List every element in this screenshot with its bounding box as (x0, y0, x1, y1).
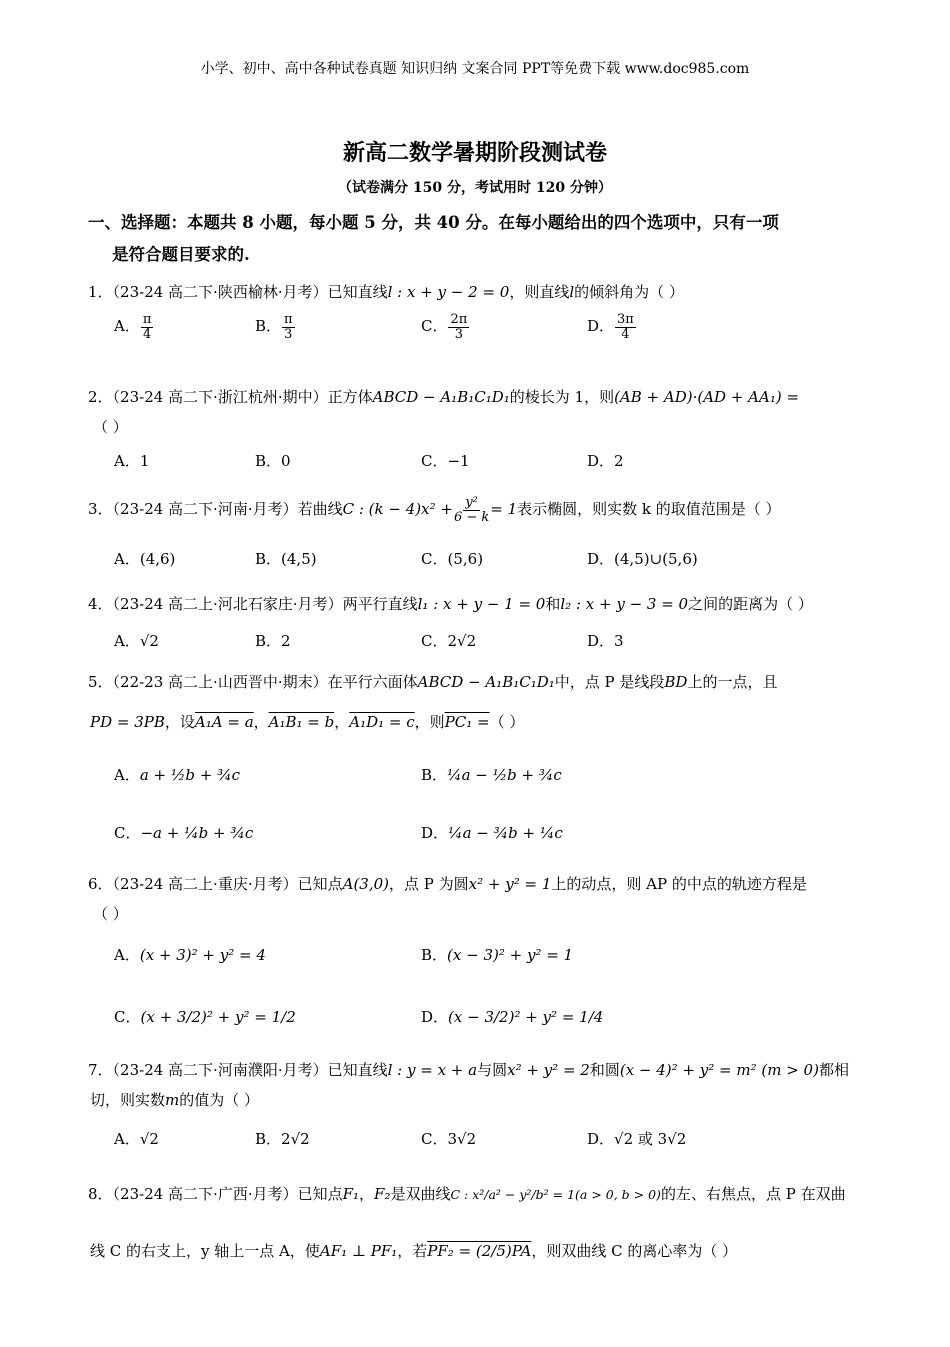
option-key: D． (587, 452, 615, 470)
question-text: 与圆 (477, 1061, 508, 1079)
section-heading-line1: 一、选择题：本题共 8 小题，每小题 5 分，共 40 分。在每小题给出的四个选项中，只有一项 (88, 213, 779, 232)
line-equation: l : x + y − 2 = 0 (387, 283, 510, 301)
line-equation: l : y = x + a (387, 1061, 478, 1079)
line-1-equation: l₁ : x + y − 1 = 0 (417, 595, 546, 613)
question-number: 6． (88, 875, 113, 893)
question-number: 1． (88, 283, 113, 301)
option-d[interactable] (587, 1128, 686, 1149)
option-value: −a + ¼b + ¾c (140, 824, 254, 842)
question-text: ，则直线 (509, 283, 570, 301)
question-text: 上的一点，且 (687, 673, 778, 691)
option-c[interactable] (421, 313, 470, 341)
section-heading-line2: 是符合题目要求的. (112, 245, 250, 264)
option-value: √2 (139, 632, 159, 650)
option-value: ¼a − ½b + ¾c (447, 766, 562, 784)
circle-2-equation: (x − 4)² + y² = m² (m > 0) (619, 1061, 819, 1079)
option-value: (x − 3)² + y² = 1 (447, 946, 574, 964)
option-a[interactable] (114, 548, 175, 569)
option-a[interactable] (114, 764, 240, 785)
question-source: （23-24 高二上·重庆·月考）已知点 (112, 875, 343, 893)
option-value: (4,5)∪(5,6) (614, 550, 698, 568)
question-8 (88, 1183, 846, 1204)
answer-paren: （ ） (93, 418, 128, 436)
question-text: 都相 (818, 1061, 849, 1079)
option-value: (5,6) (447, 550, 484, 568)
option-key: B． (421, 946, 448, 964)
option-key: D． (421, 1008, 449, 1026)
question-text: 是双曲线 (390, 1185, 451, 1203)
question-number: 8． (88, 1185, 113, 1203)
option-b[interactable] (255, 548, 317, 569)
option-value: 2 (614, 452, 624, 470)
question-number: 2． (88, 388, 113, 406)
page-header: 小学、初中、高中各种试卷真题 知识归纳 文案合同 PPT等免费下载 www.doc985.com (200, 61, 750, 77)
option-value: (x + 3)² + y² = 4 (139, 946, 266, 964)
option-b[interactable] (421, 944, 573, 965)
line-symbol: l (569, 283, 575, 301)
option-value: (x − 3/2)² + y² = 1/4 (448, 1008, 604, 1026)
option-key: D． (587, 1130, 615, 1148)
question-source: （22-23 高二上·山西晋中·期末）在平行六面体 (112, 673, 418, 691)
option-key: C． (421, 550, 448, 568)
segment-name: BD (664, 673, 688, 691)
frac-numerator: π (142, 312, 152, 327)
question-3 (88, 496, 781, 524)
option-key: D． (421, 824, 449, 842)
question-text: 的倾斜角为（ ） (574, 283, 684, 301)
question-text: 的左、右焦点，点 P 在双曲 (660, 1185, 846, 1203)
option-c[interactable] (114, 1006, 296, 1027)
option-value: √2 或 3√2 (614, 1130, 687, 1148)
option-key: B． (421, 766, 448, 784)
option-key: B． (255, 452, 282, 470)
question-text: ，若 (397, 1242, 428, 1260)
question-7-line2 (90, 1089, 259, 1110)
frac-numerator: 3π (617, 312, 634, 327)
question-source: （23-24 高二下·广西·月考）已知点 (112, 1185, 343, 1203)
frac-denominator: 3 (454, 326, 464, 342)
question-source: （23-24 高二下·河南濮阳·月考）已知直线 (112, 1061, 388, 1079)
answer-paren: （ ） (489, 713, 525, 731)
question-text: ， (359, 1185, 375, 1203)
option-key: C． (421, 452, 448, 470)
question-text: 上的动点，则 AP 的中点的轨迹方程是 (551, 875, 807, 893)
question-number: 4． (88, 595, 113, 613)
circle-1-equation: x² + y² = 2 (507, 1061, 590, 1079)
option-key: D． (587, 632, 615, 650)
option-a[interactable] (114, 313, 154, 341)
option-value: √2 (139, 1130, 159, 1148)
solid-name: ABCD − A₁B₁C₁D₁ (417, 673, 555, 691)
solid-name: ABCD − A₁B₁C₁D₁ (372, 388, 510, 406)
option-value: (4,6) (139, 550, 176, 568)
option-c[interactable] (421, 630, 476, 651)
question-text: 的值为（ ） (179, 1091, 260, 1109)
vector-a-def: A₁A = a (194, 713, 254, 731)
curve-equation: = 1 (490, 500, 518, 519)
option-value: 0 (281, 452, 291, 470)
option-d[interactable] (587, 630, 624, 651)
focus-f2: F₂ (374, 1185, 391, 1203)
question-8-line2 (90, 1240, 737, 1261)
question-text: 之间的距离为（ ） (688, 595, 813, 613)
question-text: 表示椭圆，则实数 k 的取值范围是（ ） (517, 500, 781, 519)
option-key: D． (587, 317, 615, 336)
option-b[interactable] (421, 764, 562, 785)
question-text: ，则双曲线 C 的离心率为（ ） (531, 1242, 738, 1260)
focus-f1: F₁ (342, 1185, 360, 1203)
option-key: C． (421, 632, 448, 650)
question-2 (88, 386, 799, 407)
option-key: D． (587, 550, 615, 568)
option-key: A． (114, 766, 140, 784)
frac-numerator: π (284, 312, 293, 327)
vector-c-def: A₁D₁ = c (349, 713, 415, 731)
option-key: C． (114, 824, 141, 842)
vector-expression: (AB + AD)·(AD + AA₁) = (614, 388, 800, 406)
option-d[interactable] (421, 822, 563, 843)
circle-equation: x² + y² = 1 (468, 875, 552, 893)
hyperbola-equation: C : x²/a² − y²/b² = 1(a > 0, b > 0) (450, 1187, 661, 1202)
option-d[interactable] (587, 548, 698, 569)
option-key: C． (114, 1008, 141, 1026)
question-5-line2: PD = 3PB，设A₁A = a，A₁B₁ = b，A₁D₁ = c，则PC₁ =（ ） (90, 713, 525, 731)
option-value: (x + 3/2)² + y² = 1/2 (140, 1008, 296, 1026)
option-value: −1 (447, 452, 470, 470)
curve-equation: C : (k − 4)x² + (342, 500, 453, 519)
option-value: 2√2 (447, 632, 477, 650)
question-7 (88, 1059, 849, 1080)
frac-numerator: 2π (450, 312, 468, 327)
option-value: ¼a − ¾b + ¼c (448, 824, 563, 842)
frac-numerator: y² (465, 495, 478, 510)
option-b[interactable] (255, 450, 291, 471)
question-6 (88, 873, 807, 894)
frac-denominator: 4 (142, 326, 152, 342)
option-value: 1 (139, 452, 150, 470)
option-value: 3√2 (447, 1130, 477, 1148)
vector-b-def: A₁B₁ = b (268, 713, 335, 731)
question-text: 和圆 (589, 1061, 620, 1079)
option-d[interactable] (587, 450, 624, 471)
frac-denominator: 4 (621, 326, 630, 342)
page-title: 新高二数学暑期阶段测试卷 (342, 140, 607, 166)
option-key: C． (421, 317, 448, 336)
question-source: （23-24 高二上·河北石家庄·月考）两平行直线 (112, 595, 418, 613)
option-c[interactable] (421, 1128, 476, 1149)
option-key: A． (114, 632, 140, 650)
frac-denominator: 6 − k (453, 509, 490, 525)
question-text: 线 C 的右支上，y 轴上一点 A，使 (90, 1242, 320, 1260)
variable-m: m (165, 1091, 180, 1109)
option-key: A． (114, 317, 140, 336)
option-key: A． (114, 946, 140, 964)
question-text: 切，则实数 (90, 1091, 166, 1109)
question-4 (88, 593, 813, 614)
question-text: 中，点 P 是线段 (554, 673, 665, 691)
ratio-condition: PD = 3PB (90, 713, 165, 731)
option-b[interactable] (255, 313, 296, 341)
option-key: B． (255, 550, 282, 568)
perpendicular-condition: AF₁ ⊥ PF₁ (319, 1242, 398, 1260)
question-1 (88, 281, 684, 302)
option-c[interactable] (421, 450, 470, 471)
vector-condition: PF₂ = (2/5)PA (427, 1242, 532, 1260)
question-5 (88, 671, 777, 692)
question-text: 和 (545, 595, 561, 613)
question-number: 5． (88, 673, 113, 691)
option-key: B． (255, 317, 282, 336)
option-b[interactable] (255, 1128, 310, 1149)
option-b[interactable] (255, 630, 291, 651)
option-c[interactable] (421, 548, 483, 569)
question-source: （23-24 高二下·陕西榆林·月考）已知直线 (112, 283, 388, 301)
question-source: （23-24 高二下·河南·月考）若曲线 (112, 500, 343, 519)
option-d[interactable] (421, 1006, 603, 1027)
option-key: B． (255, 632, 282, 650)
page-subtitle: （试卷满分 150 分，考试用时 120 分钟） (338, 180, 612, 196)
option-value: 3 (614, 632, 624, 650)
question-text: ，设 (164, 713, 195, 731)
point-a: A(3,0) (342, 875, 390, 893)
question-source: （23-24 高二下·浙江杭州·期中）正方体 (112, 388, 373, 406)
option-value: a + ½b + ¾c (139, 766, 241, 784)
option-value: (4,5) (281, 550, 317, 568)
question-number: 3． (88, 500, 113, 519)
target-vector: PC₁ = (444, 713, 490, 731)
question-text: ，则 (414, 713, 445, 731)
option-key: A． (114, 452, 140, 470)
option-value: 2√2 (281, 1130, 310, 1148)
answer-paren: （ ） (93, 905, 128, 923)
line-2-equation: l₂ : x + y − 3 = 0 (560, 595, 689, 613)
question-text: ，点 P 为圆 (389, 875, 469, 893)
option-value: 2 (281, 632, 291, 650)
option-key: B． (255, 1130, 282, 1148)
option-key: C． (421, 1130, 448, 1148)
option-a[interactable] (114, 1128, 159, 1149)
question-text: 的棱长为 1，则 (509, 388, 615, 406)
frac-denominator: 3 (284, 326, 293, 342)
option-d[interactable] (587, 313, 637, 341)
option-key: A． (114, 550, 140, 568)
option-a[interactable] (114, 450, 149, 471)
option-a[interactable] (114, 630, 159, 651)
option-c[interactable] (114, 822, 253, 843)
question-number: 7． (88, 1061, 113, 1079)
option-key: A． (114, 1130, 140, 1148)
option-a[interactable] (114, 944, 266, 965)
